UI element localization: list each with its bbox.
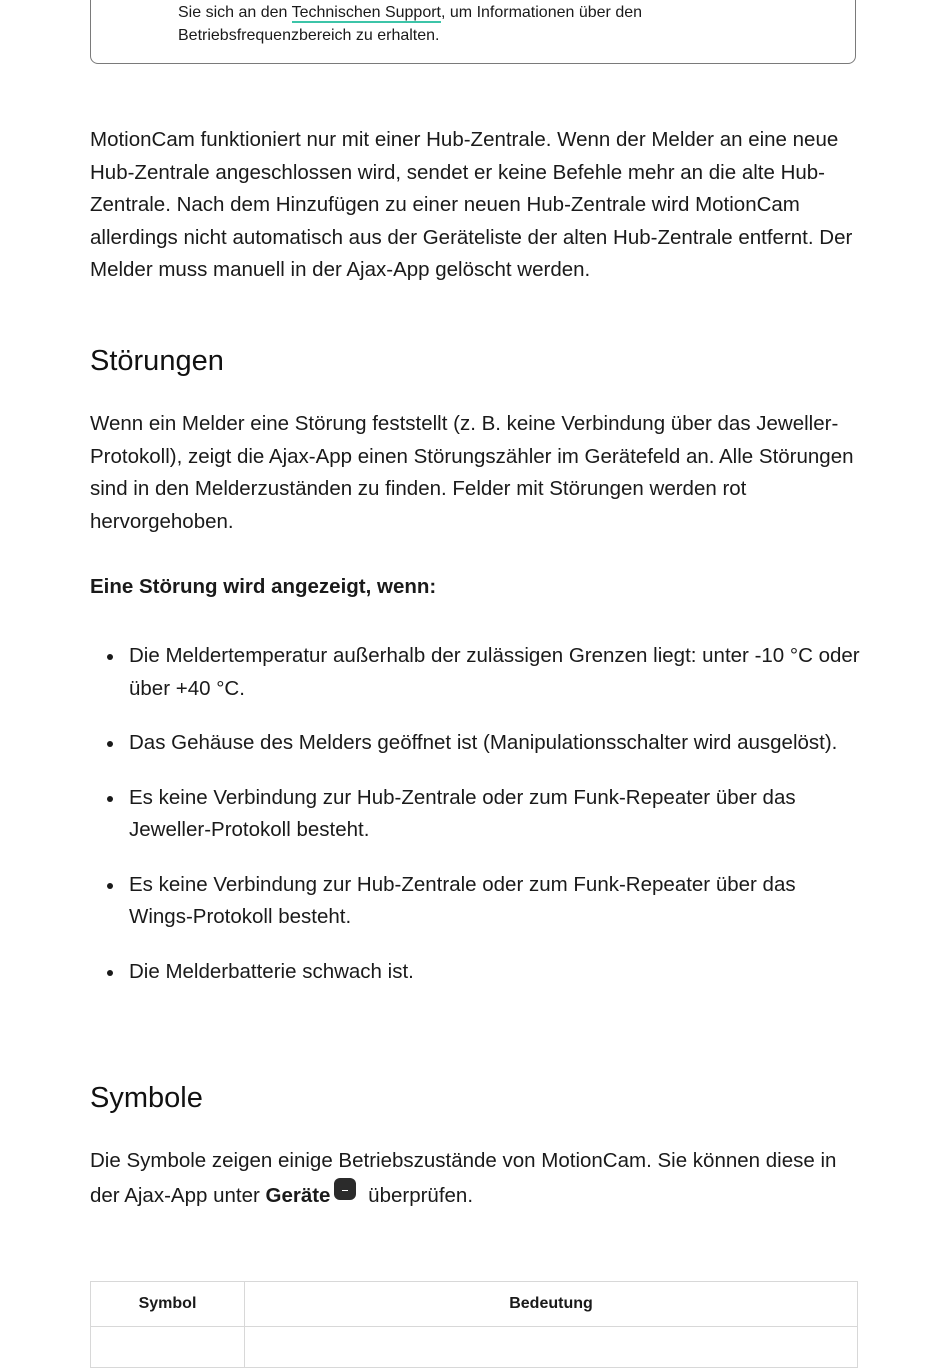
symbols-text-after: überprüfen. — [362, 1183, 474, 1207]
bullet-icon — [107, 654, 113, 660]
table-cell — [91, 1327, 245, 1368]
note-text-before: Sie sich an den — [178, 4, 292, 21]
info-note-box — [90, 0, 856, 64]
symbols-paragraph — [90, 1145, 860, 1212]
symbols-text-before: Die Symbole zeigen einige Betriebszustände von MotionCam. Sie können diese in der Ajax-App unter — [90, 1149, 837, 1207]
list-item — [90, 869, 860, 934]
devices-icon — [334, 1178, 356, 1200]
bullet-icon — [107, 796, 113, 802]
faults-heading: Störungen — [90, 345, 224, 377]
table-header-meaning: Bedeutung — [245, 1282, 858, 1327]
list-item — [90, 640, 860, 705]
info-note-text — [178, 1, 778, 47]
list-item-text: Die Melderbatterie schwach ist. — [129, 959, 414, 983]
symbols-table — [90, 1281, 858, 1368]
bullet-icon — [107, 741, 113, 747]
devices-label: Geräte — [265, 1183, 331, 1207]
faults-subheading: Eine Störung wird angezeigt, wenn: — [90, 575, 437, 598]
technical-support-link[interactable]: Technischen Support — [291, 4, 441, 21]
list-item-text: Das Gehäuse des Melders geöffnet ist (Manipulationsschalter wird ausgelöst). — [129, 731, 838, 754]
list-item — [90, 956, 860, 989]
list-item — [90, 782, 860, 847]
table-header-row — [91, 1282, 858, 1327]
table-cell — [245, 1327, 858, 1368]
intro-paragraph: MotionCam funktioniert nur mit einer Hub-Zentrale. Wenn der Melder an eine neue Hub-Zentrale angeschlossen wird, sendet er keine Befehle mehr an die alte Hub-Zentrale. Nach dem Hinzufügen zu einer neuen Hub-Zentrale wird MotionCam allerdings nicht automatisch aus der Geräteliste der alten Hub-Zentrale entfernt. Der Melder muss manuell in der Ajax-App gelöscht werden. — [90, 128, 853, 281]
faults-list — [90, 640, 860, 1010]
list-item-text: Es keine Verbindung zur Hub-Zentrale oder zum Funk-Repeater über das Jeweller-Protokoll besteht. — [129, 785, 796, 841]
bullet-icon — [107, 883, 113, 889]
list-item-text: Es keine Verbindung zur Hub-Zentrale oder zum Funk-Repeater über das Wings-Protokoll besteht. — [129, 872, 796, 928]
list-item-text: Die Meldertemperatur außerhalb der zulässigen Grenzen liegt: unter -10 °C oder über +40 °C. — [129, 644, 860, 700]
bullet-icon — [107, 970, 113, 976]
faults-paragraph: Wenn ein Melder eine Störung feststellt (z. B. keine Verbindung über das Jeweller-Protokoll), zeigt die Ajax-App einen Störungszähler im Gerätefeld an. Alle Störungen sind in den Melderzuständen zu finden. Felder mit Störungen werden rot hervorgehoben. — [90, 412, 854, 533]
table-header-symbol: Symbol — [91, 1282, 245, 1327]
symbols-heading: Symbole — [90, 1082, 203, 1114]
table-row — [91, 1327, 858, 1368]
list-item — [90, 727, 860, 760]
note-text-line2: Betriebsfrequenzbereich zu erhalten. — [178, 27, 440, 44]
note-text-after: , um Informationen über den — [441, 4, 643, 21]
